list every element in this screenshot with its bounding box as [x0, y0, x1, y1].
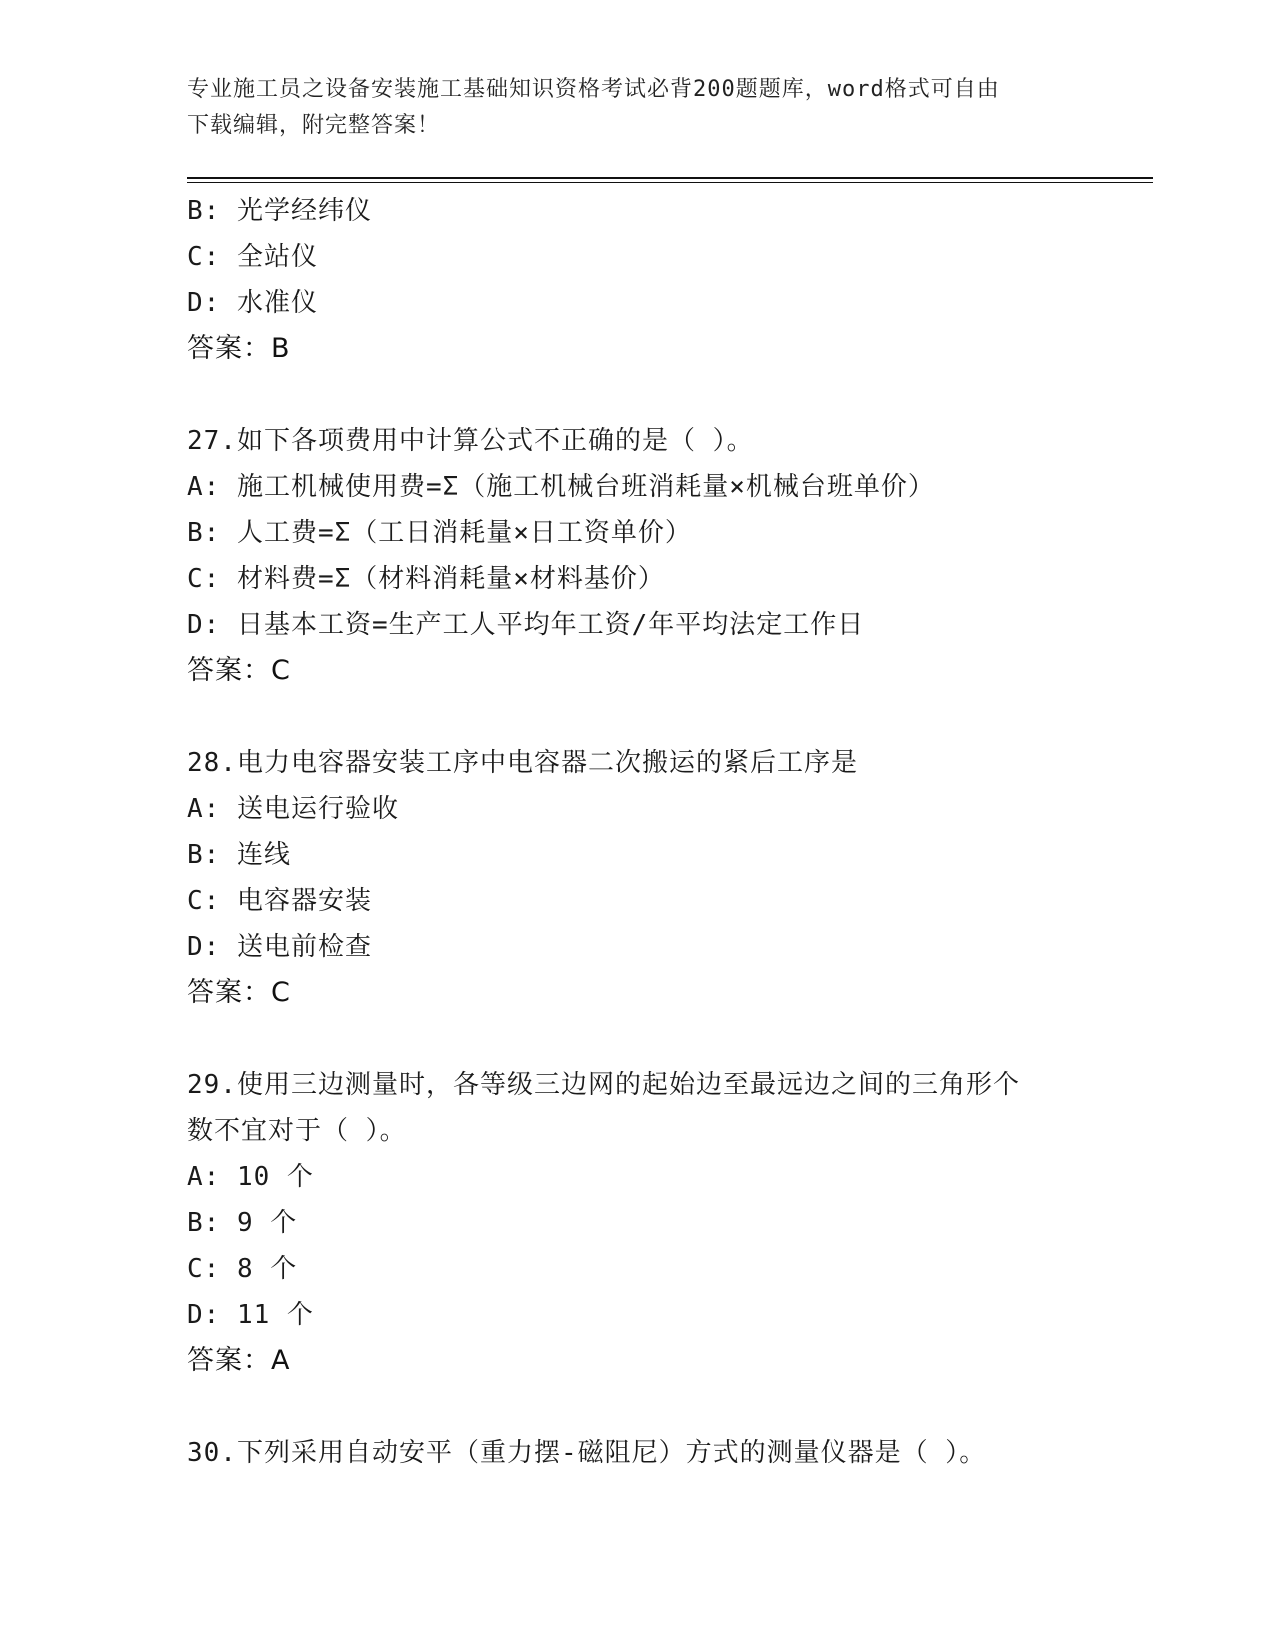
option-c: C: 材料费=Σ（材料消耗量×材料基价）: [187, 564, 665, 594]
option-b: B: 人工费=Σ（工日消耗量×日工资单价）: [187, 518, 692, 548]
question-text-line-2: 数不宜对于（ ）。: [187, 1116, 407, 1146]
option-b: B: 连线: [187, 840, 291, 870]
option-d: D: 11 个: [187, 1300, 314, 1330]
question-text: 27.如下各项费用中计算公式不正确的是（ ）。: [187, 426, 754, 456]
question-text-line-1: 29.使用三边测量时，各等级三边网的起始边至最远边之间的三角形个: [187, 1070, 1020, 1100]
answer-label: 答案：B: [187, 333, 291, 364]
answer-label: 答案：A: [187, 1345, 291, 1376]
answer-label: 答案：C: [187, 655, 291, 686]
spacer: [187, 1016, 1147, 1062]
question-27-block: [187, 418, 1147, 694]
question-26-block: [187, 188, 1147, 372]
question-text: 28.电力电容器安装工序中电容器二次搬运的紧后工序是: [187, 748, 858, 778]
answer-label: 答案：C: [187, 977, 291, 1008]
option-c: C: 8 个: [187, 1254, 298, 1284]
header-line-1: 专业施工员之设备安装施工基础知识资格考试必背200题题库，word格式可自由: [187, 77, 1000, 102]
question-text: 30.下列采用自动安平（重力摆-磁阻尼）方式的测量仪器是（ ）。: [187, 1438, 987, 1468]
option-b: B: 光学经纬仪: [187, 196, 372, 226]
question-30-block: [187, 1430, 1147, 1476]
header-divider: [187, 177, 1153, 183]
question-content: [187, 188, 1147, 1476]
spacer: [187, 372, 1147, 418]
spacer: [187, 694, 1147, 740]
document-header: [187, 72, 1067, 144]
option-a: A: 施工机械使用费=Σ（施工机械台班消耗量×机械台班单价）: [187, 472, 935, 502]
option-d: D: 水准仪: [187, 288, 318, 318]
option-d: D: 日基本工资=生产工人平均年工资/年平均法定工作日: [187, 610, 865, 640]
question-29-block: [187, 1062, 1147, 1384]
option-b: B: 9 个: [187, 1208, 298, 1238]
option-c: C: 全站仪: [187, 242, 318, 272]
option-d: D: 送电前检查: [187, 932, 372, 962]
spacer: [187, 1384, 1147, 1430]
question-28-block: [187, 740, 1147, 1016]
option-a: A: 送电运行验收: [187, 794, 399, 824]
option-c: C: 电容器安装: [187, 886, 372, 916]
header-line-2: 下载编辑，附完整答案！: [187, 113, 441, 138]
option-a: A: 10 个: [187, 1162, 314, 1192]
